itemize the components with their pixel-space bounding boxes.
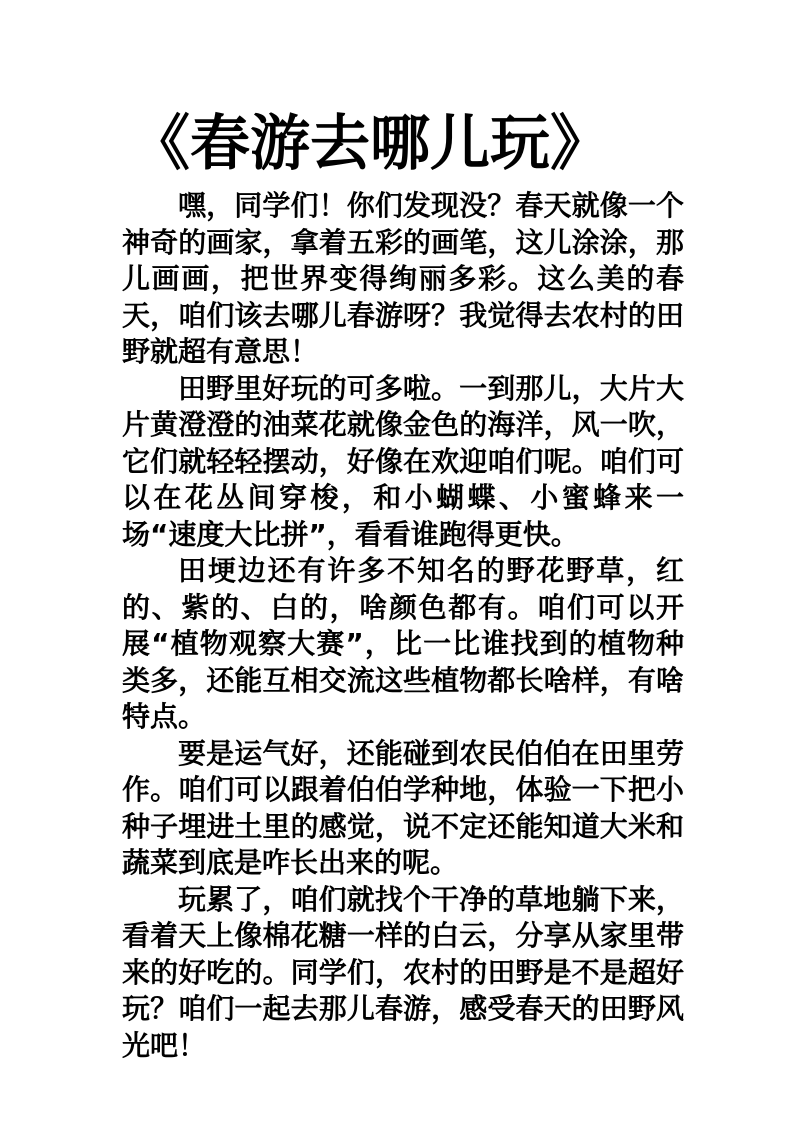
paragraph-3: 田埂边还有许多不知名的野花野草，红的、紫的、白的，啥颜色都有。咱们可以开展“植物观察大赛”，比一比谁找到的植物种类多，还能互相交流这些植物都长啥样，有啥特点。 bbox=[122, 554, 684, 733]
document-body bbox=[122, 188, 684, 1064]
paragraph-4: 要是运气好，还能碰到农民伯伯在田里劳作。咱们可以跟着伯伯学种地，体验一下把小种子埋进土里的感觉，说不定还能知道大米和蔬菜到底是咋长出来的呢。 bbox=[122, 736, 684, 879]
paragraph-5: 玩累了，咱们就找个干净的草地躺下来，看着天上像棉花糖一样的白云，分享从家里带来的好吃的。同学们，农村的田野是不是超好玩？咱们一起去那儿春游，感受春天的田野风光吧！ bbox=[122, 882, 684, 1062]
document-title: 《春游去哪儿玩》 bbox=[130, 109, 610, 179]
paragraph-1: 嘿，同学们！你们发现没？春天就像一个神奇的画家，拿着五彩的画笔，这儿涂涂，那儿画画，把世界变得绚丽多彩。这么美的春天，咱们该去哪儿春游呀？我觉得去农村的田野就超有意思！ bbox=[122, 189, 684, 368]
paragraph-2: 田野里好玩的可多啦。一到那儿，大片大片黄澄澄的油菜花就像金色的海洋，风一吹，它们就轻轻摆动，好像在欢迎咱们呢。咱们可以在花丛间穿梭，和小蝴蝶、小蜜蜂来一场“速度大比拼”，看看谁跑得更快。 bbox=[122, 371, 684, 551]
